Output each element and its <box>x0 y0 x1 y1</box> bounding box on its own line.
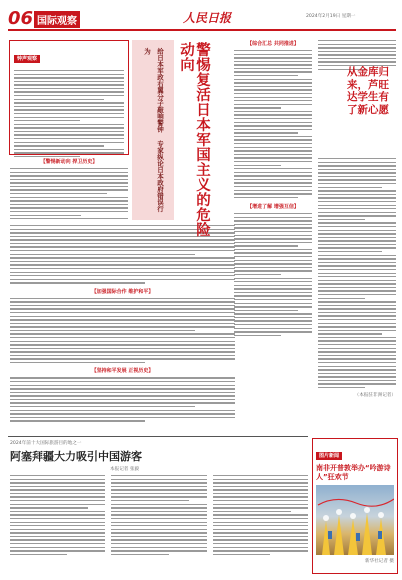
right-column-body <box>318 158 396 398</box>
photo-image <box>316 485 394 555</box>
left-column-body <box>10 158 128 219</box>
photo-news-box <box>312 438 398 574</box>
middle-subhead-1: 【综合汇总 共同推进】 <box>247 41 299 47</box>
bottom-kicker: 2024年前十大国际旅游目的地之一 <box>10 441 82 446</box>
right-feature-headline: 从金库归来，芦旺达学生有了新心愿 <box>347 66 389 116</box>
headline-deck-panel <box>132 40 174 220</box>
newspaper-logo: 人民日报 <box>183 11 232 25</box>
subhead-1: 【警惕新动向 捍卫历史】 <box>40 159 98 165</box>
bottom-byline: 本报记者 张毅 <box>110 467 140 472</box>
page-header <box>8 8 396 34</box>
middle-column <box>234 40 312 336</box>
section-label: 国际观察 <box>34 11 80 28</box>
right-feature-author-note: （本报驻非洲记者） <box>354 393 396 399</box>
subhead-2: 【加强国际合作 维护和平】 <box>91 288 154 295</box>
bottom-article <box>10 440 308 555</box>
bottom-headline: 阿塞拜疆大力吸引中国游客 <box>10 450 142 463</box>
middle-subhead-2: 【增进了解 增强互信】 <box>247 204 299 211</box>
photo-title: 南非开普敦举办“吟游诗人”狂欢节 <box>316 464 391 481</box>
main-headline: 警惕复活日本军国主义的危险动向 <box>178 42 210 237</box>
main-article-body <box>10 225 235 422</box>
section-divider <box>8 436 308 437</box>
header-rule <box>8 29 396 31</box>
headline-deck: 给日本军政右翼分子敲响警钟 专家纵论日本政府错误行为 <box>143 48 164 212</box>
photo-caption: 新华社记者 摄 <box>364 559 394 564</box>
subhead-3: 【坚持和平发展 正视历史】 <box>91 368 154 375</box>
commentary-box <box>9 40 129 155</box>
commentary-tag: 钟声观察 <box>14 55 40 63</box>
page-number: 06 <box>8 8 34 29</box>
meta-line: 2024年2月19日 星期一 <box>306 14 356 19</box>
photo-tag: 图片新闻 <box>316 452 342 460</box>
